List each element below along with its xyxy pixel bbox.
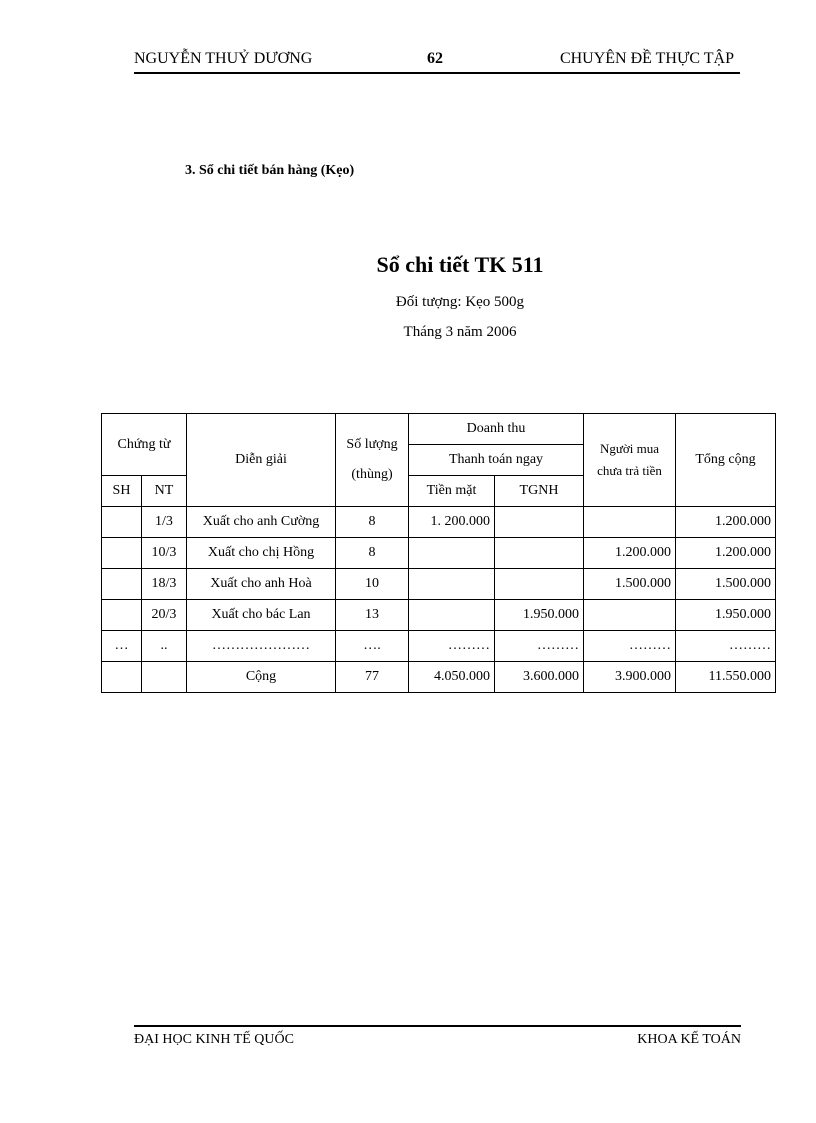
cell-sh	[102, 662, 142, 693]
cell-qty: 8	[336, 538, 409, 569]
cell-sh	[102, 538, 142, 569]
header-so-luong-line2: (thùng)	[351, 467, 393, 482]
cell-qty: 10	[336, 569, 409, 600]
cell-desc: Xuất cho chị Hồng	[187, 538, 336, 569]
cell-cash: 1. 200.000	[409, 507, 495, 538]
cell-unpaid: 1.500.000	[584, 569, 676, 600]
cell-total: 11.550.000	[676, 662, 776, 693]
footer-university: ĐẠI HỌC KINH TẾ QUỐC	[134, 1032, 294, 1047]
cell-unpaid: 3.900.000	[584, 662, 676, 693]
header-page-number: 62	[427, 50, 443, 67]
cell-total: 1.950.000	[676, 600, 776, 631]
cell-total: 1.500.000	[676, 569, 776, 600]
page-header	[134, 48, 740, 74]
ledger-table	[101, 413, 776, 693]
ledger-title: Sổ chi tiết TK 511	[376, 252, 544, 277]
cell-bank: ………	[495, 631, 584, 662]
header-chung-tu: Chứng từ	[102, 414, 187, 476]
cell-total: 1.200.000	[676, 507, 776, 538]
cell-unpaid	[584, 600, 676, 631]
header-tien-mat: Tiền mặt	[409, 476, 495, 507]
cell-total: ………	[676, 631, 776, 662]
cell-qty: 77	[336, 662, 409, 693]
ledger-subject: Đối tượng: Kẹo 500g	[395, 294, 525, 310]
page-footer	[134, 1025, 741, 1047]
table-row	[102, 631, 776, 662]
cell-desc: Cộng	[187, 662, 336, 693]
header-nt: NT	[142, 476, 187, 507]
header-author: NGUYỄN THUỶ DƯƠNG	[134, 50, 313, 67]
header-report-title: CHUYÊN ĐỀ THỰC TẬP	[559, 50, 734, 67]
table-row	[102, 538, 776, 569]
cell-nt	[142, 662, 187, 693]
cell-nt: 10/3	[142, 538, 187, 569]
header-nguoi-mua-line1: Người mua	[599, 441, 660, 456]
cell-bank: 3.600.000	[495, 662, 584, 693]
header-so-luong	[336, 414, 409, 507]
cell-sh	[102, 600, 142, 631]
cell-qty: ….	[336, 631, 409, 662]
cell-bank	[495, 538, 584, 569]
header-tong-cong: Tổng cộng	[676, 414, 776, 507]
cell-cash: ………	[409, 631, 495, 662]
cell-sh: …	[102, 631, 142, 662]
cell-cash: 4.050.000	[409, 662, 495, 693]
cell-qty: 13	[336, 600, 409, 631]
table-row	[102, 569, 776, 600]
cell-cash	[409, 569, 495, 600]
cell-unpaid: ………	[584, 631, 676, 662]
total-row	[102, 662, 776, 693]
header-sh: SH	[102, 476, 142, 507]
table-row	[102, 507, 776, 538]
cell-desc: Xuất cho anh Cường	[187, 507, 336, 538]
cell-qty: 8	[336, 507, 409, 538]
header-nguoi-mua-line2: chưa trả tiền	[597, 463, 662, 478]
cell-nt: 18/3	[142, 569, 187, 600]
cell-unpaid	[584, 507, 676, 538]
cell-nt: 1/3	[142, 507, 187, 538]
cell-nt: ..	[142, 631, 187, 662]
cell-desc: Xuất cho anh Hoà	[187, 569, 336, 600]
table-row	[102, 600, 776, 631]
cell-sh	[102, 507, 142, 538]
footer-faculty: KHOA KẾ TOÁN	[637, 1032, 741, 1047]
header-dien-giai: Diễn giải	[187, 414, 336, 507]
cell-sh	[102, 569, 142, 600]
cell-desc: Xuất cho bác Lan	[187, 600, 336, 631]
cell-bank: 1.950.000	[495, 600, 584, 631]
cell-nt: 20/3	[142, 600, 187, 631]
cell-total: 1.200.000	[676, 538, 776, 569]
header-thanh-toan-ngay: Thanh toán ngay	[409, 445, 584, 476]
header-tgnh: TGNH	[495, 476, 584, 507]
cell-bank	[495, 569, 584, 600]
cell-bank	[495, 507, 584, 538]
header-nguoi-mua	[584, 414, 676, 507]
cell-desc: …………………	[187, 631, 336, 662]
cell-unpaid: 1.200.000	[584, 538, 676, 569]
section-title: 3. Sổ chi tiết bán hàng (Kẹo)	[185, 163, 355, 178]
cell-cash	[409, 538, 495, 569]
header-doanh-thu: Doanh thu	[409, 414, 584, 445]
cell-cash	[409, 600, 495, 631]
ledger-period: Tháng 3 năm 2006	[403, 324, 517, 340]
header-so-luong-line1: Số lượng	[346, 437, 398, 452]
